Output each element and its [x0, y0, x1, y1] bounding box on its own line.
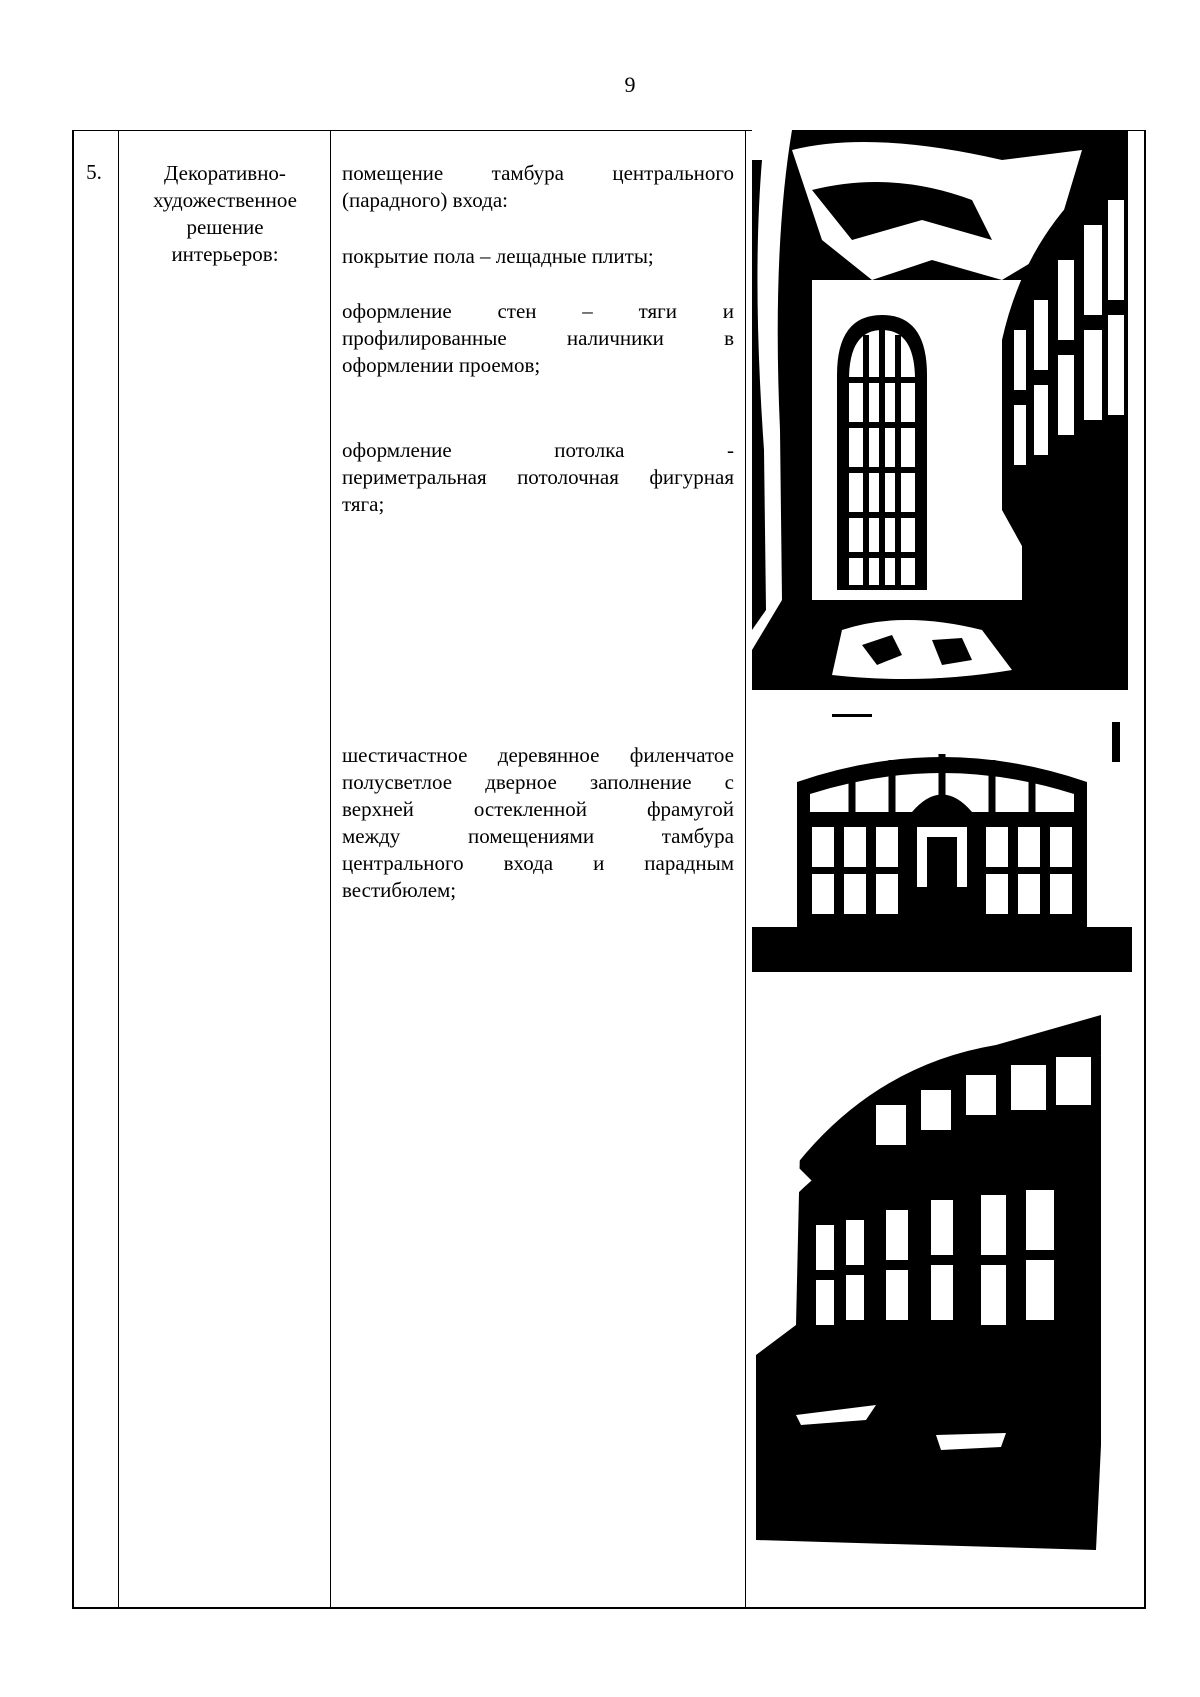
page-number: 9 — [624, 72, 636, 97]
category-cell — [120, 160, 330, 268]
description-line: вестибюлем; — [342, 878, 457, 902]
photo-door-front — [752, 712, 1132, 972]
description-line: тяга; — [342, 492, 385, 516]
category-line: решение — [186, 215, 264, 239]
category-line: Декоративно- — [164, 161, 286, 185]
table-divider-3 — [745, 130, 746, 1609]
description-item — [342, 160, 734, 214]
description-line: оформление потолка - — [342, 438, 734, 462]
description-item — [342, 243, 734, 270]
table-divider-1 — [118, 130, 119, 1609]
description-item — [342, 742, 734, 904]
description-line: покрытие пола – лещадные плиты; — [342, 244, 654, 268]
row-index: 5. — [86, 160, 102, 184]
category-line: художественное — [153, 188, 297, 212]
photo-door-angle — [756, 995, 1124, 1555]
description-line: между помещениями тамбура — [342, 824, 734, 848]
description-item — [342, 298, 734, 379]
description-line: шестичастное деревянное филенчатое — [342, 743, 734, 767]
description-line: помещение тамбура центрального — [342, 161, 734, 185]
description-line: верхней остекленной фрамугой — [342, 797, 734, 821]
table-divider-2 — [330, 130, 331, 1609]
table-border-right — [1144, 130, 1146, 1609]
description-line: профилированные наличники в — [342, 326, 734, 350]
description-line: центрального входа и парадным — [342, 851, 734, 875]
description-item — [342, 437, 734, 518]
photo-vestibule — [752, 130, 1128, 690]
table-border-bottom — [72, 1607, 1145, 1609]
description-line: (парадного) входа: — [342, 188, 508, 212]
description-line: оформлении проемов; — [342, 353, 541, 377]
description-line: периметральная потолочная фигурная — [342, 465, 734, 489]
description-line: полусветлое дверное заполнение с — [342, 770, 734, 794]
category-line: интерьеров: — [171, 242, 279, 266]
description-line: оформление стен – тяги и — [342, 299, 734, 323]
table-border-left — [72, 130, 74, 1609]
